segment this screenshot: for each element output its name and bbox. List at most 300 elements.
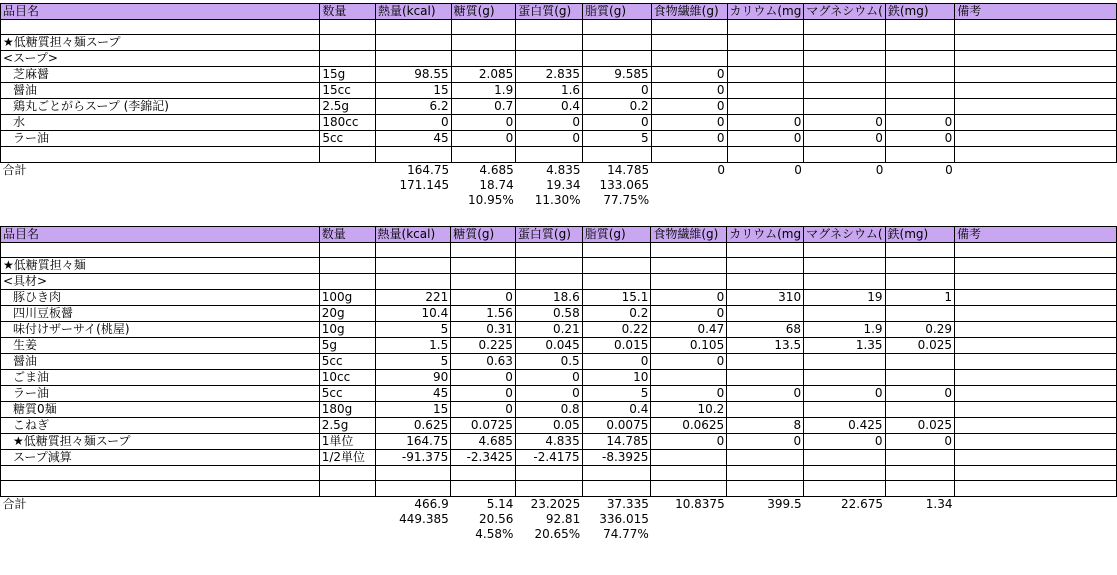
cell[interactable] [1,147,320,162]
cell[interactable] [954,481,1116,496]
cell[interactable] [375,257,451,273]
item-name[interactable]: ごま油 [1,369,320,385]
cell[interactable]: 45 [375,385,451,401]
kcal-cell[interactable] [804,178,885,193]
cell[interactable]: 5 [582,385,651,401]
cell[interactable]: 310 [727,289,804,305]
cell[interactable] [727,242,804,257]
cell[interactable]: 45 [375,131,451,147]
cell[interactable]: 0 [451,385,516,401]
cell[interactable]: 10 [582,369,651,385]
kcal-cell[interactable] [885,178,954,193]
cell[interactable]: 5g [319,337,375,353]
cell[interactable]: 0.8 [515,401,582,417]
cell[interactable]: 5cc [319,385,375,401]
cell[interactable]: 0.0625 [651,417,727,433]
cell[interactable] [804,51,885,67]
cell[interactable] [651,273,727,289]
cell[interactable]: 0.045 [515,337,582,353]
cell[interactable] [1,178,320,193]
cell[interactable] [804,35,885,51]
column-header[interactable]: 糖質(g) [451,226,516,242]
cell[interactable] [1,527,320,542]
cell[interactable] [885,257,954,273]
cell[interactable] [651,369,727,385]
cell[interactable]: 221 [375,289,451,305]
cell[interactable]: 0 [651,305,727,321]
cell[interactable]: 0 [451,115,516,131]
cell[interactable]: 0 [651,131,727,147]
cell[interactable] [1,465,320,480]
cell[interactable] [885,353,954,369]
cell[interactable]: 98.55 [375,67,451,83]
cell[interactable] [727,353,804,369]
kcal-cell[interactable] [954,512,1116,527]
item-name[interactable]: 糖質0麺 [1,401,320,417]
cell[interactable] [885,449,954,465]
cell[interactable]: 1.56 [451,305,516,321]
section-label[interactable]: <スープ> [1,51,320,67]
cell[interactable]: 0.31 [451,321,516,337]
cell[interactable] [651,465,727,480]
cell[interactable]: 18.6 [515,289,582,305]
percent-cell[interactable] [955,193,1117,208]
cell[interactable]: 0 [451,289,516,305]
cell[interactable]: 0 [727,115,804,131]
column-header[interactable]: マグネシウム( [804,4,885,20]
cell[interactable]: 180cc [320,115,376,131]
cell[interactable]: 0 [583,115,652,131]
cell[interactable] [651,20,727,35]
percent-cell[interactable]: 4.58% [475,527,514,542]
cell[interactable] [954,417,1116,433]
percent-cell[interactable] [651,527,727,542]
kcal-cell[interactable] [727,512,804,527]
cell[interactable]: 0 [804,131,885,147]
cell[interactable]: 0 [651,385,727,401]
total-cell[interactable]: 22.675 [841,496,884,511]
kcal-cell[interactable] [955,178,1117,193]
cell[interactable] [804,67,885,83]
cell[interactable] [804,353,885,369]
percent-cell[interactable] [804,193,885,208]
cell[interactable] [955,83,1117,99]
cell[interactable] [954,289,1116,305]
cell[interactable] [954,385,1116,401]
column-header[interactable]: カリウム(mg [727,226,804,242]
cell[interactable] [583,35,652,51]
cell[interactable] [727,305,804,321]
item-name[interactable]: 生姜 [1,337,320,353]
cell[interactable] [1,481,320,496]
cell[interactable]: 0.05 [515,417,582,433]
item-name[interactable]: ラー油 [1,131,320,147]
cell[interactable] [375,242,451,257]
cell[interactable]: 15 [375,83,451,99]
kcal-cell[interactable] [804,512,885,527]
percent-cell[interactable] [804,527,885,542]
cell[interactable] [319,481,375,496]
cell[interactable]: 0.47 [651,321,727,337]
total-cell[interactable]: 0 [875,162,884,177]
item-name[interactable]: ラー油 [1,385,320,401]
kcal-cell[interactable]: 336.015 [599,511,649,526]
cell[interactable]: 1/2単位 [319,449,375,465]
cell[interactable] [582,242,651,257]
cell[interactable]: 0.7 [451,99,516,115]
cell[interactable]: 8 [727,417,804,433]
cell[interactable]: 0 [727,433,804,449]
cell[interactable] [727,147,804,162]
cell[interactable] [727,257,804,273]
column-header[interactable]: 鉄(mg) [885,4,954,20]
cell[interactable]: 9.585 [583,67,652,83]
column-header[interactable]: 熱量(kcal) [375,4,451,20]
item-name[interactable]: 醤油 [1,353,320,369]
item-name[interactable]: 醤油 [1,83,320,99]
item-name[interactable]: 鶏丸ごとがらスープ (李錦記) [1,99,320,115]
cell[interactable] [804,242,885,257]
cell[interactable]: 0 [651,353,727,369]
cell[interactable]: 0 [727,385,804,401]
cell[interactable]: 10.4 [375,305,451,321]
item-name[interactable]: 四川豆板醤 [1,305,320,321]
cell[interactable] [885,35,954,51]
cell[interactable] [885,83,954,99]
item-name[interactable]: ★低糖質担々麺スープ [1,433,320,449]
item-name[interactable]: スープ減算 [1,449,320,465]
cell[interactable] [954,401,1116,417]
cell[interactable]: -8.3925 [582,449,651,465]
cell[interactable] [1,20,320,35]
cell[interactable]: 0 [451,401,516,417]
column-header[interactable]: 備考 [954,226,1116,242]
percent-cell[interactable]: 77.75% [603,193,650,208]
cell[interactable] [804,449,885,465]
total-cell[interactable]: 0 [945,162,953,177]
percent-cell[interactable] [319,527,375,542]
cell[interactable]: 5 [583,131,652,147]
total-cell[interactable]: 466.9 [414,496,449,511]
kcal-cell[interactable]: 171.145 [399,177,450,192]
cell[interactable]: 0 [651,67,727,83]
column-header[interactable]: 数量 [319,226,375,242]
total-cell[interactable] [319,496,375,512]
cell[interactable] [804,401,885,417]
cell[interactable]: 15g [320,67,376,83]
kcal-cell[interactable] [885,512,954,527]
cell[interactable]: 180g [319,401,375,417]
cell[interactable]: 0 [727,131,804,147]
cell[interactable] [885,273,954,289]
cell[interactable] [320,51,376,67]
cell[interactable]: 0.025 [885,417,954,433]
kcal-cell[interactable]: 19.34 [546,177,581,192]
cell[interactable]: 0.22 [582,321,651,337]
column-header[interactable]: 蛋白質(g) [515,226,582,242]
cell[interactable]: 2.5g [319,417,375,433]
cell[interactable] [451,147,516,162]
cell[interactable]: 6.2 [375,99,451,115]
item-name[interactable]: こねぎ [1,417,320,433]
cell[interactable]: 10cc [319,369,375,385]
cell[interactable] [804,305,885,321]
percent-cell[interactable] [954,527,1116,542]
percent-cell[interactable]: 11.30% [534,193,581,208]
kcal-cell[interactable]: 133.065 [599,177,650,192]
cell[interactable] [319,257,375,273]
cell[interactable] [885,51,954,67]
cell[interactable] [451,35,516,51]
cell[interactable] [955,35,1117,51]
cell[interactable]: 2.5g [320,99,376,115]
cell[interactable] [319,273,375,289]
cell[interactable]: 0 [651,433,727,449]
cell[interactable]: 0 [515,385,582,401]
cell[interactable]: 0.21 [515,321,582,337]
cell[interactable] [885,99,954,115]
cell[interactable] [651,257,727,273]
cell[interactable] [885,481,954,496]
cell[interactable] [375,273,451,289]
cell[interactable] [727,369,804,385]
percent-cell[interactable] [320,193,376,208]
cell[interactable] [319,242,375,257]
cell[interactable]: 1.6 [516,83,583,99]
cell[interactable] [955,20,1117,35]
recipe-title[interactable]: ★低糖質担々麺 [1,257,320,273]
cell[interactable]: 0.225 [451,337,516,353]
percent-cell[interactable] [375,527,451,542]
cell[interactable] [727,20,804,35]
column-header[interactable]: マグネシウム( [804,226,885,242]
cell[interactable]: -2.3425 [451,449,516,465]
total-cell[interactable]: 164.75 [407,162,450,177]
column-header[interactable]: カリウム(mg [727,4,804,20]
percent-cell[interactable] [651,193,727,208]
cell[interactable] [954,273,1116,289]
column-header[interactable]: 品目名 [1,4,320,20]
cell[interactable] [583,147,652,162]
cell[interactable]: 0.2 [582,305,651,321]
cell[interactable] [651,51,727,67]
cell[interactable] [727,99,804,115]
cell[interactable]: 0.58 [515,305,582,321]
cell[interactable] [804,465,885,480]
cell[interactable] [885,401,954,417]
kcal-cell[interactable] [651,512,727,527]
cell[interactable] [451,257,516,273]
cell[interactable] [804,147,885,162]
cell[interactable]: 0 [804,385,885,401]
cell[interactable] [375,147,451,162]
total-cell[interactable]: 14.785 [607,162,650,177]
cell[interactable] [515,242,582,257]
cell[interactable]: 19 [804,289,885,305]
cell[interactable] [804,481,885,496]
cell[interactable] [582,481,651,496]
cell[interactable]: 0 [651,83,727,99]
cell[interactable] [954,353,1116,369]
total-cell[interactable]: 5.14 [486,496,514,511]
cell[interactable]: 14.785 [582,433,651,449]
cell[interactable] [375,20,451,35]
cell[interactable]: 10g [319,321,375,337]
cell[interactable] [375,481,451,496]
cell[interactable]: 0 [375,115,451,131]
cell[interactable] [582,465,651,480]
cell[interactable]: 0 [451,131,516,147]
column-header[interactable]: 糖質(g) [451,4,516,20]
total-cell[interactable] [320,162,376,178]
cell[interactable] [451,20,516,35]
column-header[interactable]: 食物繊維(g) [651,226,727,242]
cell[interactable] [516,20,583,35]
cell[interactable] [451,242,516,257]
cell[interactable] [954,337,1116,353]
cell[interactable]: 0 [804,433,885,449]
cell[interactable]: 1.9 [804,321,885,337]
cell[interactable]: 0 [804,115,885,131]
cell[interactable]: 15.1 [582,289,651,305]
cell[interactable] [583,51,652,67]
cell[interactable]: 5cc [319,353,375,369]
cell[interactable] [954,242,1116,257]
kcal-cell[interactable] [319,512,375,527]
cell[interactable]: 100g [319,289,375,305]
cell[interactable]: 90 [375,369,451,385]
cell[interactable] [451,465,516,480]
total-cell[interactable]: 10.8375 [675,496,725,511]
cell[interactable] [885,305,954,321]
cell[interactable]: 0.015 [582,337,651,353]
cell[interactable] [516,147,583,162]
cell[interactable] [727,465,804,480]
cell[interactable] [1,512,320,527]
cell[interactable]: 1.5 [375,337,451,353]
item-name[interactable]: 水 [1,115,320,131]
cell[interactable] [955,115,1117,131]
cell[interactable] [451,51,516,67]
cell[interactable]: 0 [885,385,954,401]
cell[interactable]: 0 [515,369,582,385]
cell[interactable] [375,51,451,67]
cell[interactable]: 0.625 [375,417,451,433]
cell[interactable]: 4.685 [451,433,516,449]
total-cell[interactable]: 4.685 [479,162,514,177]
total-label[interactable]: 合計 [2,162,27,177]
cell[interactable] [516,51,583,67]
cell[interactable] [954,369,1116,385]
cell[interactable] [885,20,954,35]
cell[interactable] [727,83,804,99]
cell[interactable]: 0.5 [515,353,582,369]
cell[interactable] [804,257,885,273]
total-cell[interactable] [955,162,1117,178]
column-header[interactable]: 数量 [320,4,376,20]
cell[interactable]: 13.5 [727,337,804,353]
item-name[interactable]: 豚ひき肉 [1,289,320,305]
cell[interactable] [954,321,1116,337]
total-cell[interactable]: 37.335 [606,496,649,511]
percent-cell[interactable] [375,193,451,208]
cell[interactable] [375,465,451,480]
cell[interactable] [515,465,582,480]
section-label[interactable]: <具材> [1,273,320,289]
cell[interactable]: 0.29 [885,321,954,337]
total-cell[interactable]: 0 [717,162,725,177]
cell[interactable] [885,242,954,257]
column-header[interactable]: 食物繊維(g) [651,4,727,20]
cell[interactable] [516,35,583,51]
cell[interactable]: 1単位 [319,433,375,449]
cell[interactable] [804,369,885,385]
cell[interactable]: 0.025 [885,337,954,353]
cell[interactable] [955,99,1117,115]
cell[interactable]: 2.835 [516,67,583,83]
cell[interactable]: 15 [375,401,451,417]
cell[interactable]: 10.2 [651,401,727,417]
cell[interactable]: 4.835 [515,433,582,449]
cell[interactable] [727,67,804,83]
cell[interactable]: 0 [651,99,727,115]
cell[interactable]: 0.425 [804,417,885,433]
cell[interactable]: 0 [583,83,652,99]
column-header[interactable]: 備考 [955,4,1117,20]
cell[interactable]: -91.375 [375,449,451,465]
cell[interactable] [885,67,954,83]
total-cell[interactable]: 399.5 [767,496,802,511]
cell[interactable]: 1 [885,289,954,305]
percent-cell[interactable] [727,527,804,542]
cell[interactable] [320,147,376,162]
kcal-cell[interactable]: 18.74 [479,177,514,192]
cell[interactable]: 0 [885,433,954,449]
cell[interactable] [1,193,320,208]
cell[interactable]: 0.0075 [582,417,651,433]
percent-cell[interactable] [727,193,804,208]
cell[interactable] [955,147,1117,162]
cell[interactable]: 15cc [320,83,376,99]
cell[interactable]: 1.35 [804,337,885,353]
cell[interactable]: 5 [375,321,451,337]
cell[interactable] [515,481,582,496]
percent-cell[interactable]: 20.65% [534,527,581,542]
cell[interactable]: 1.9 [451,83,516,99]
cell[interactable] [885,369,954,385]
cell[interactable] [885,147,954,162]
kcal-cell[interactable]: 20.56 [479,511,514,526]
cell[interactable]: 5cc [320,131,376,147]
column-header[interactable]: 蛋白質(g) [516,4,583,20]
percent-cell[interactable]: 10.95% [467,193,514,208]
cell[interactable]: 0.63 [451,353,516,369]
cell[interactable] [515,273,582,289]
cell[interactable]: 0 [451,369,516,385]
cell[interactable] [804,273,885,289]
kcal-cell[interactable]: 449.385 [399,511,449,526]
percent-cell[interactable] [885,193,954,208]
item-name[interactable]: 味付けザーサイ(桃屋) [1,321,320,337]
cell[interactable] [727,481,804,496]
item-name[interactable]: 芝麻醤 [1,67,320,83]
cell[interactable]: 0 [651,289,727,305]
cell[interactable]: 0 [651,115,727,131]
cell[interactable] [727,35,804,51]
total-label[interactable]: 合計 [2,496,27,511]
cell[interactable]: 0.0725 [451,417,516,433]
cell[interactable]: 0 [885,131,954,147]
